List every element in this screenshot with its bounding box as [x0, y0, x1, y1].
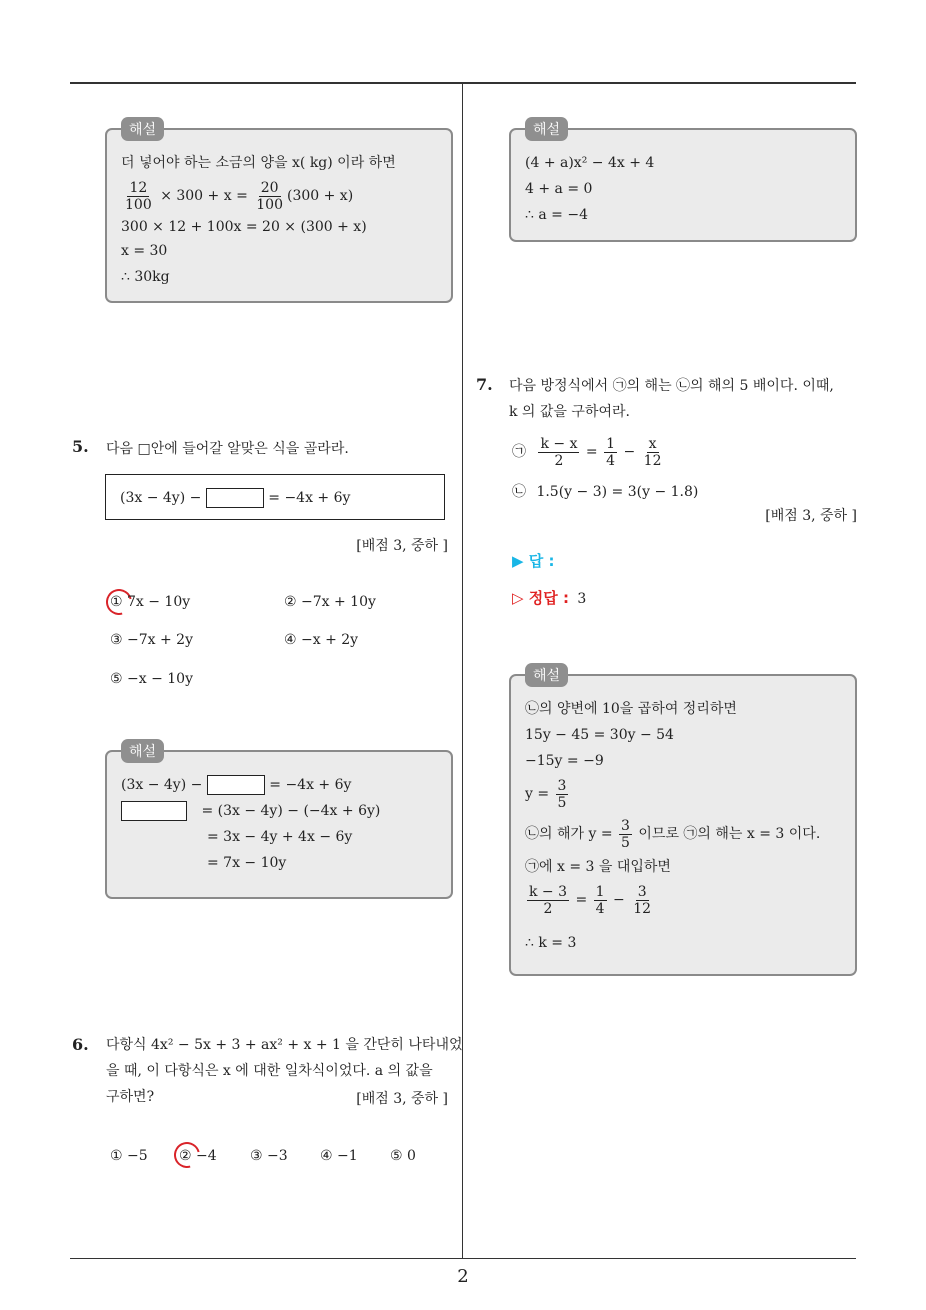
fraction: $\frac{1}{4}$ — [595, 883, 605, 917]
answer-label: ▶ 답 : — [512, 552, 555, 570]
choice-1[interactable]: ① 7x − 10y — [110, 594, 191, 610]
solution-box-7 — [509, 668, 857, 976]
fraction: $\frac{3}{5}$ — [621, 817, 630, 851]
solution-line: −15y = −9 — [525, 753, 604, 769]
solution-line: = (3x − 4y) − (−4x + 6y) — [121, 798, 437, 824]
fraction: $\frac{3}{12}$ — [633, 883, 652, 917]
solution-line: x = 30 — [121, 243, 168, 259]
solution-box-4 — [105, 122, 453, 303]
question-number-5: 5. — [72, 437, 89, 456]
answer-blank — [121, 801, 187, 821]
solution-box-5 — [105, 744, 453, 899]
question-6-line-2: 을 때, 이 다항식은 x 에 대한 일차식이었다. a 의 값을 — [106, 1063, 433, 1079]
column-divider — [462, 84, 463, 1258]
solution-line: (3x − 4y) − = −4x + 6y — [121, 777, 352, 793]
answer-blank — [206, 488, 264, 508]
fraction: $\frac{20}{100}$ — [256, 179, 283, 213]
score-label: [배점 3, 중하 ] — [765, 508, 857, 524]
question-5-text: 다음 □안에 들어갈 알맞은 식을 골라라. — [106, 441, 349, 457]
correct-answer-row — [512, 587, 586, 608]
solution-line: 300 × 12 + 100x = 20 × (300 + x) — [121, 219, 367, 235]
choice-4[interactable]: ④ −1 — [320, 1148, 358, 1164]
question-number-7: 7. — [476, 375, 493, 394]
question-7-line-2: k 의 값을 구하여라. — [509, 404, 630, 420]
correct-answer-label: ▷ 정답 : — [512, 589, 569, 607]
solution-line: 4 + a = 0 — [525, 181, 593, 197]
top-rule — [70, 82, 856, 84]
solution-box-6 — [509, 122, 857, 242]
fraction: $\frac{12}{100}$ — [125, 179, 152, 213]
score-label: [배점 3, 중하 ] — [356, 1091, 448, 1107]
solution-tag: 해설 — [121, 117, 164, 141]
solution-line: ∴ 30kg — [121, 269, 170, 285]
solution-line: ㉡의 해가 y = $\frac{3}{5}$ 이므로 ㉠의 해는 x = 3 이다. — [525, 817, 821, 851]
bottom-rule — [70, 1258, 856, 1259]
score-label: [배점 3, 중하 ] — [356, 538, 448, 554]
solution-fraction-line: $\frac{12}{100}$ × 300 + x = $\frac{20}{100}$ (300 + x) — [125, 179, 354, 213]
solution-line: ㉠에 x = 3 을 대입하면 — [525, 859, 671, 875]
fraction: $\frac{k - x}{2}$ — [540, 435, 578, 469]
solution-line: y = $\frac{3}{5}$ — [525, 777, 567, 811]
solution-line: 15y − 45 = 30y − 54 — [525, 727, 674, 743]
choice-1[interactable]: ① −5 — [110, 1148, 148, 1164]
equation-1: ㉠ $\frac{k - x}{2}$ = $\frac{1}{4}$ − $\frac{x}{12}$ — [512, 435, 662, 469]
question-5-equation-box: (3x − 4y) − = −4x + 6y — [105, 474, 445, 520]
page-number: 2 — [457, 1266, 469, 1287]
choice-4[interactable]: ④ −x + 2y — [284, 632, 359, 648]
solution-line: ∴ k = 3 — [525, 935, 577, 951]
fraction: $\frac{1}{4}$ — [606, 435, 616, 469]
solution-line: = 7x − 10y — [207, 855, 287, 871]
choice-2[interactable]: ② −4 — [179, 1148, 217, 1164]
equation-2: ㉡ 1.5(y − 3) = 3(y − 1.8) — [512, 484, 699, 500]
fraction: $\frac{x}{12}$ — [643, 435, 662, 469]
solution-tag: 해설 — [525, 663, 568, 687]
question-7-line-1: 다음 방정식에서 ㉠의 해는 ㉡의 해의 5 배이다. 이때, — [509, 378, 834, 394]
question-number-6: 6. — [72, 1035, 89, 1054]
question-6-line-1: 다항식 4x² − 5x + 3 + ax² + x + 1 을 간단히 나타내었 — [106, 1037, 463, 1053]
solution-tag: 해설 — [525, 117, 568, 141]
fraction: $\frac{k - 3}{2}$ — [529, 883, 568, 917]
solution-tag: 해설 — [121, 739, 164, 763]
solution-line: $\frac{k - 3}{2}$ = $\frac{1}{4}$ − $\frac{3}{12}$ — [529, 883, 652, 917]
fraction: $\frac{3}{5}$ — [557, 777, 567, 811]
choice-3[interactable]: ③ −3 — [250, 1148, 288, 1164]
answer-blank — [207, 775, 265, 795]
solution-line: 더 넣어야 하는 소금의 양을 x( kg) 이라 하면 — [121, 155, 396, 171]
choice-3[interactable]: ③ −7x + 2y — [110, 632, 193, 648]
choice-5[interactable]: ⑤ 0 — [390, 1148, 416, 1164]
choice-2[interactable]: ② −7x + 10y — [284, 594, 376, 610]
correct-answer-value: 3 — [577, 591, 587, 607]
solution-line: ∴ a = −4 — [525, 207, 588, 223]
question-6-line-3: 구하면? — [106, 1089, 155, 1105]
solution-line: ㉡의 양변에 10을 곱하여 정리하면 — [525, 701, 737, 717]
choice-5[interactable]: ⑤ −x − 10y — [110, 671, 193, 687]
solution-line: = 3x − 4y + 4x − 6y — [207, 829, 353, 845]
solution-line: (4 + a)x² − 4x + 4 — [525, 155, 655, 171]
